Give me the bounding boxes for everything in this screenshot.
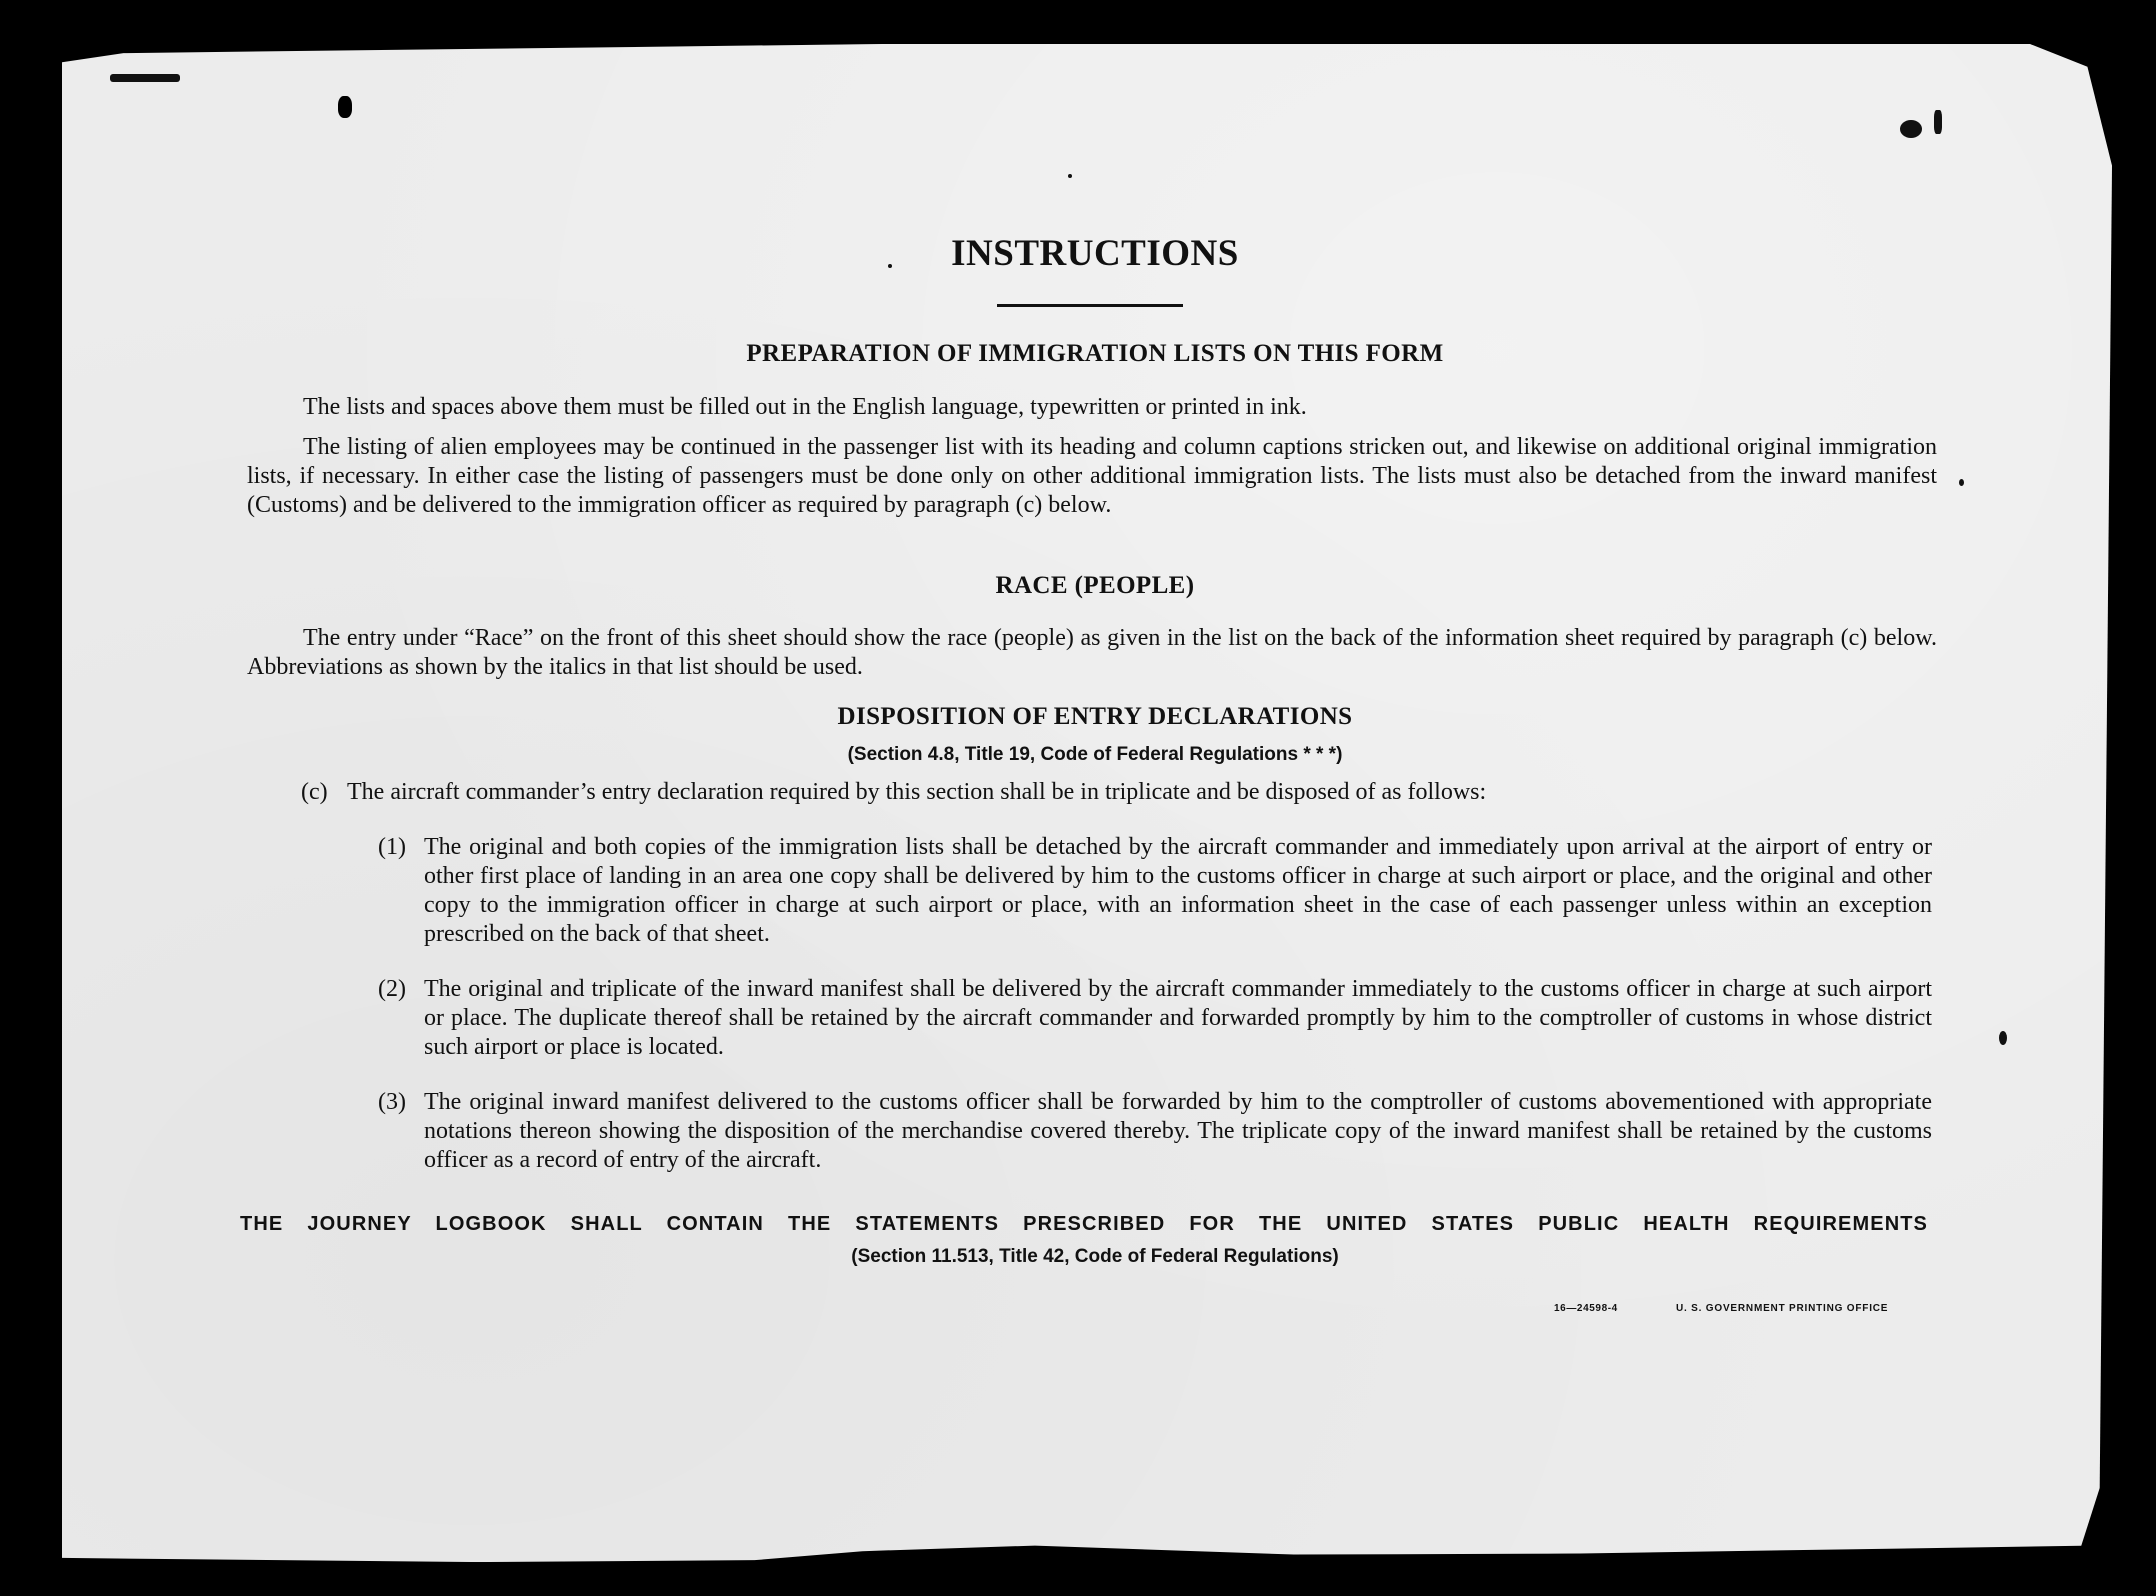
disposition-intro — [301, 778, 1937, 807]
paragraph-language — [247, 393, 1937, 422]
item-text: The original and both copies of the immigration lists shall be detached by the aircraft commander and immediately upon arrival at the airport of entry or other first place of landing in an area one copy shall be delivered by him to the customs officer in charge at such airport or place, and the original and other copy to the immigration officer in charge at such airport or place, with an information sheet in the case of each passenger unless within an exception prescribed on the back of that sheet. — [424, 834, 1932, 947]
item-number: (2) — [378, 976, 406, 1002]
disposition-item-2 — [378, 975, 1932, 1062]
paragraph-alien-employees — [247, 433, 1937, 520]
paragraph-race-text: The entry under “Race” on the front of this sheet should show the race (people) as given in the list on the back of the information sheet required by paragraph (c) below. Abbreviations as shown by the italics in that list should be used. — [247, 625, 1937, 680]
item-number: (3) — [378, 1089, 406, 1115]
public-health-citation: (Section 11.513, Title 42, Code of Federal Regulations) — [851, 1246, 1339, 1267]
paragraph-language-text: The lists and spaces above them must be filled out in the English language, typewritten or printed in ink. — [303, 394, 1307, 420]
item-number: (1) — [378, 834, 406, 860]
document-title: INSTRUCTIONS — [951, 233, 1239, 274]
title-underline — [997, 304, 1183, 307]
section-citation: (Section 4.8, Title 19, Code of Federal Regulations * * *) — [847, 744, 1343, 765]
paragraph-race — [247, 624, 1937, 682]
form-print-code: 16—24598-4 — [1554, 1303, 1618, 1314]
printing-office-imprint: U. S. GOVERNMENT PRINTING OFFICE — [1676, 1303, 1889, 1314]
item-text: The original inward manifest delivered to the customs officer shall be forwarded by him to the comptroller of customs abovementioned with appropriate notations thereon showing the disposition of the merchandise covered thereby. The triplicate copy of the inward manifest shall be retained by the customs officer as a record of entry of the aircraft. — [424, 1089, 1932, 1173]
paragraph-alien-employees-text: The listing of alien employees may be continued in the passenger list with its heading and column captions stricken out, and likewise on additional original immigration lists, if necessary. In either case the listing of passengers must be done only on other additional immigration lists. The lists must also be detached from the inward manifest (Customs) and be delivered to the immigration officer as required by paragraph (c) below. — [247, 434, 1937, 518]
section-heading-preparation: PREPARATION OF IMMIGRATION LISTS ON THIS FORM — [746, 340, 1444, 367]
section-heading-disposition: DISPOSITION OF ENTRY DECLARATIONS — [837, 703, 1353, 730]
intro-marker: (c) — [301, 779, 328, 805]
disposition-item-1 — [378, 833, 1932, 949]
public-health-statement: THE JOURNEY LOGBOOK SHALL CONTAIN THE STATEMENTS PRESCRIBED FOR THE UNITED STATES PUBLIC HEALTH REQUIREMENTS — [240, 1213, 1928, 1235]
disposition-item-3 — [378, 1088, 1932, 1175]
disposition-intro-text: The aircraft commander’s entry declaration required by this section shall be in triplicate and be disposed of as follows: — [347, 779, 1487, 805]
section-heading-race: RACE (PEOPLE) — [995, 572, 1195, 599]
item-text: The original and triplicate of the inward manifest shall be delivered by the aircraft commander immediately to the customs officer in charge at such airport or place. The duplicate thereof shall be retained by the aircraft commander and forwarded promptly by him to the comptroller of customs in whose district such airport or place is located. — [424, 976, 1932, 1060]
